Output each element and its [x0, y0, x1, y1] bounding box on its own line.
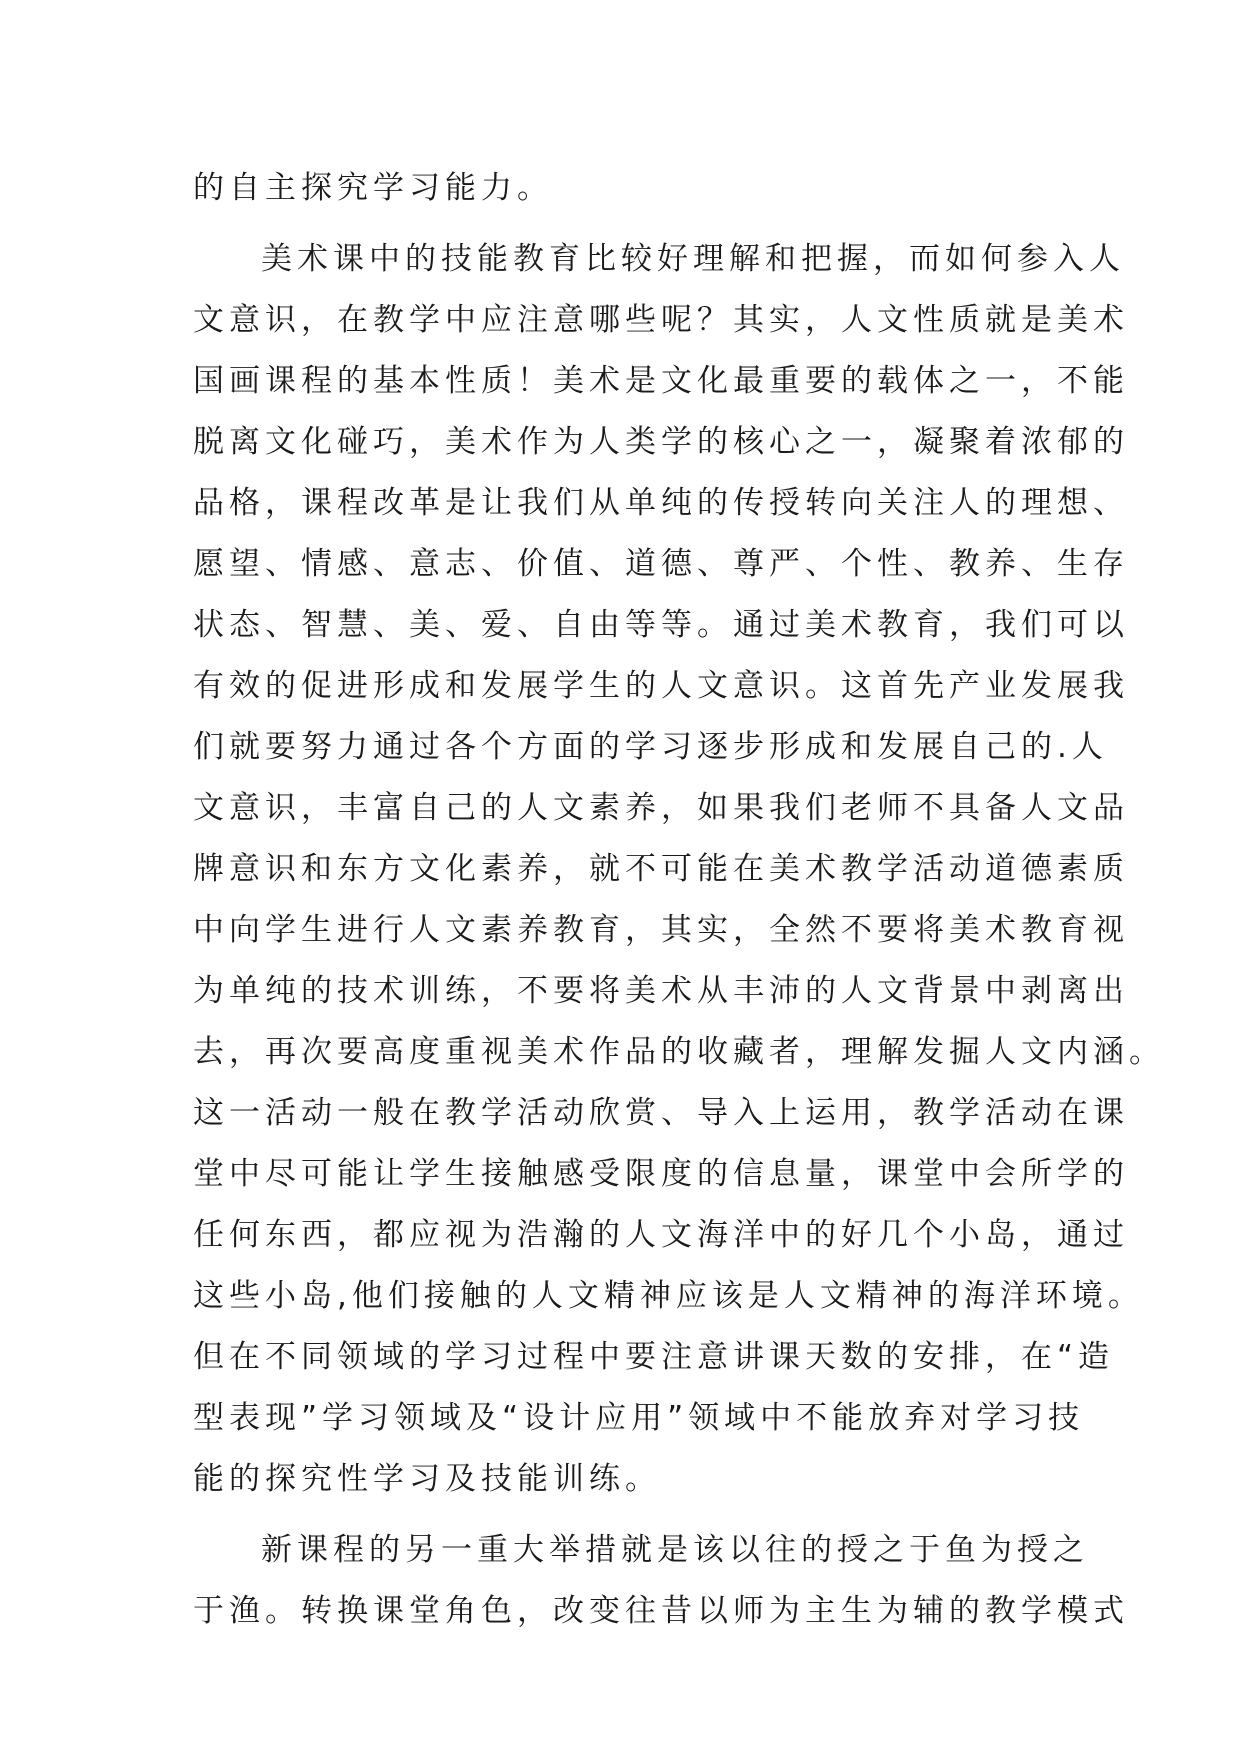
text-line: 脱离文化碰巧，美术作为人类学的核心之一，凝聚着浓郁的 — [193, 424, 1129, 460]
body-text — [193, 158, 1165, 1642]
text-line: 们就要努力通过各个方面的学习逐步形成和发展自己的.人 — [193, 729, 1108, 765]
text-line: 这些小岛,他们接触的人文精神应该是人文精神的海洋环境。 — [193, 1278, 1144, 1314]
text-line: 为单纯的技术训练，不要将美术从丰沛的人文背景中剥离出 — [193, 973, 1129, 1009]
text-line: 去，再次要高度重视美术作品的收藏者，理解发掘人文内涵。 — [193, 1034, 1165, 1070]
text-line: 美术课中的技能教育比较好理解和把握，而如何参入人 — [261, 241, 1125, 277]
text-line: 这一活动一般在教学活动欣赏、导入上运用，教学活动在课 — [193, 1095, 1129, 1131]
text-line: 能的探究性学习及技能训练。 — [193, 1461, 661, 1497]
text-line: 牌意识和东方文化素养，就不可能在美术教学活动道德素质 — [193, 851, 1129, 887]
text-line: 任何东西，都应视为浩瀚的人文海洋中的好几个小岛，通过 — [193, 1217, 1129, 1253]
paragraph-3 — [193, 1520, 1129, 1642]
paragraph-2 — [193, 229, 1165, 1510]
text-line: 文意识，丰富自己的人文素养，如果我们老师不具备人文品 — [193, 790, 1129, 826]
text-line: 状态、智慧、美、爱、自由等等。通过美术教育，我们可以 — [193, 607, 1129, 643]
text-line: 品格，课程改革是让我们从单纯的传授转向关注人的理想、 — [193, 485, 1129, 521]
text-line: 文意识，在教学中应注意哪些呢？其实，人文性质就是美术 — [193, 302, 1129, 338]
text-line: 堂中尽可能让学生接触感受限度的信息量，课堂中会所学的 — [193, 1156, 1129, 1192]
text-line: 有效的促进形成和发展学生的人文意识。这首先产业发展我 — [193, 668, 1129, 704]
text-line: 国画课程的基本性质！美术是文化最重要的载体之一，不能 — [193, 363, 1129, 399]
text-line: 愿望、情感、意志、价值、道德、尊严、个性、教养、生存 — [193, 546, 1129, 582]
text-line: 型表现”学习领域及“设计应用”领域中不能放弃对学习技 — [193, 1400, 1085, 1436]
text-line: 于渔。转换课堂角色，改变往昔以师为主生为辅的教学模式 — [193, 1593, 1129, 1629]
text-line: 中向学生进行人文素养教育，其实，全然不要将美术教育视 — [193, 912, 1129, 948]
paragraph-1 — [193, 158, 1073, 219]
text-line: 的自主探究学习能力。 — [193, 170, 553, 206]
text-line: 新课程的另一重大举措就是该以往的授之于鱼为授之 — [261, 1532, 1089, 1568]
text-line: 但在不同领域的学习过程中要注意讲课天数的安排，在“造 — [193, 1339, 1115, 1375]
